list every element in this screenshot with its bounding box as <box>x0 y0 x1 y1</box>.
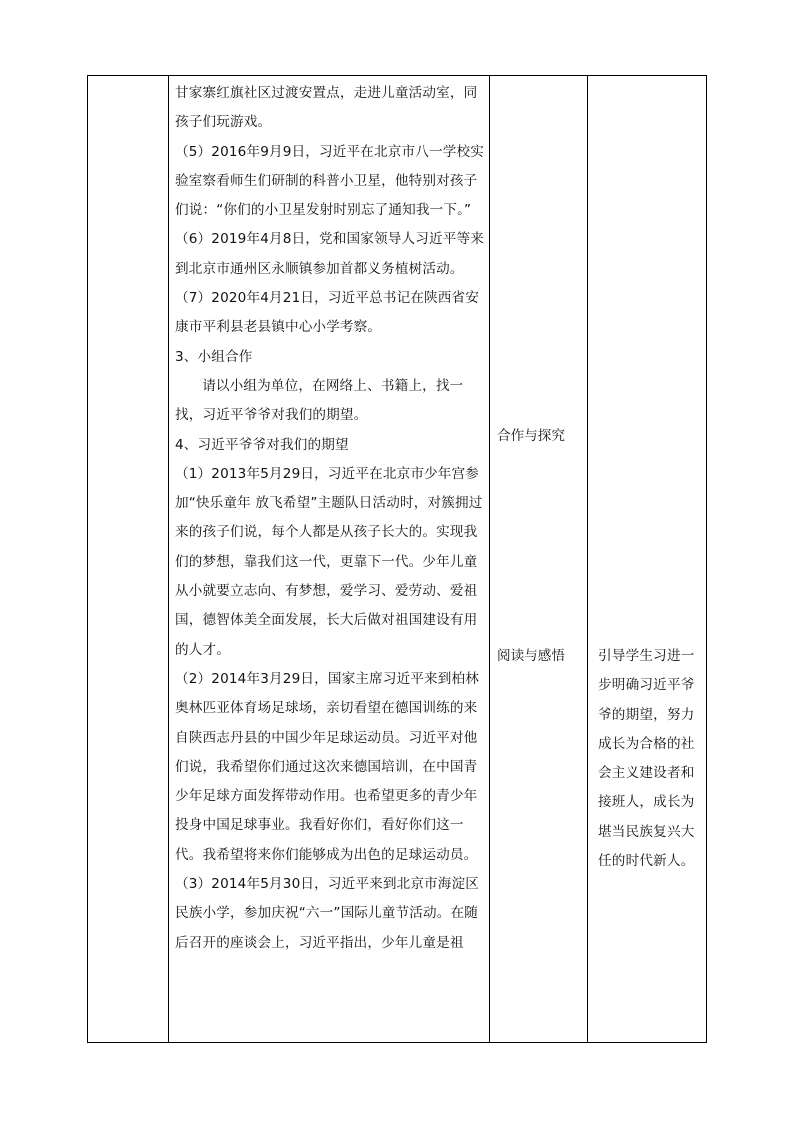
goal-cell <box>588 76 707 1043</box>
paragraph: （5）2016年9月9日，习近平在北京市八一学校实验室察看师生们研制的科普小卫星，他特别对孩子们说：“你们的小卫星发射时别忘了通知我一下。” <box>175 143 484 219</box>
content-cell <box>169 76 490 1043</box>
section-cell <box>88 76 169 1043</box>
paragraph: （3）2014年5月30日，习近平来到北京市海淀区民族小学，参加庆祝“六一”国际儿童节活动。在随后召开的座谈会上，习近平指出，少年儿童是祖 <box>175 876 480 951</box>
table-row <box>88 76 707 1043</box>
lesson-table <box>87 75 707 1043</box>
paragraph: （2）2014年3月29日，国家主席习近平来到柏林奥林匹亚体育场足球场，亲切看望在德国训练的来自陕西志丹县的中国少年足球运动员。习近平对他们说，我希望你们通过这次来德国培训，在中国青少年足球方面发挥带动作用。也希望更多的青少年投身中国足球事业。我看好你们，看好你们这一代。我希望将来你们能够成为出色的足球运动员。 <box>175 670 480 863</box>
paragraph: （6）2019年4月8日，党和国家领导人习近平等来到北京市通州区永顺镇参加首都义务植树活动。 <box>175 231 484 277</box>
method-reading-label: 阅读与感悟 <box>497 648 565 664</box>
method-group-label: 合作与探究 <box>497 428 565 444</box>
section-heading: 4、习近平爷爷对我们的期望 <box>175 436 349 453</box>
paragraph: 甘家寨红旗社区过渡安置点，走进儿童活动室，同孩子们玩游戏。 <box>175 85 478 131</box>
content-text <box>169 76 489 958</box>
method-cell <box>490 76 588 1043</box>
section-heading: 3、小组合作 <box>175 348 253 365</box>
paragraph: （7）2020年4月21日，习近平总书记在陕西省安康市平利县老县镇中心小学考察。 <box>175 290 480 336</box>
goal-text: 引导学生习进一步明确习近平爷爷的期望，努力成长为合格的社会主义建设者和接班人，成长为堪当民族复兴大任的时代新人。 <box>598 648 695 870</box>
paragraph: （1）2013年5月29日，习近平在北京市少年宫参加“快乐童年 放飞希望”主题队日活动时，对簇拥过来的孩子们说，每个人都是从孩子长大的。实现我们的梦想，靠我们这一代，更靠下一代。少年儿童从小就要立志向、有梦想，爱学习、爱劳动、爱祖国，德智体美全面发展，长大后做对祖国建设有用的人才。 <box>175 465 483 658</box>
paragraph: 请以小组为单位，在网络上、书籍上，找一找，习近平爷爷对我们的期望。 <box>175 377 464 424</box>
